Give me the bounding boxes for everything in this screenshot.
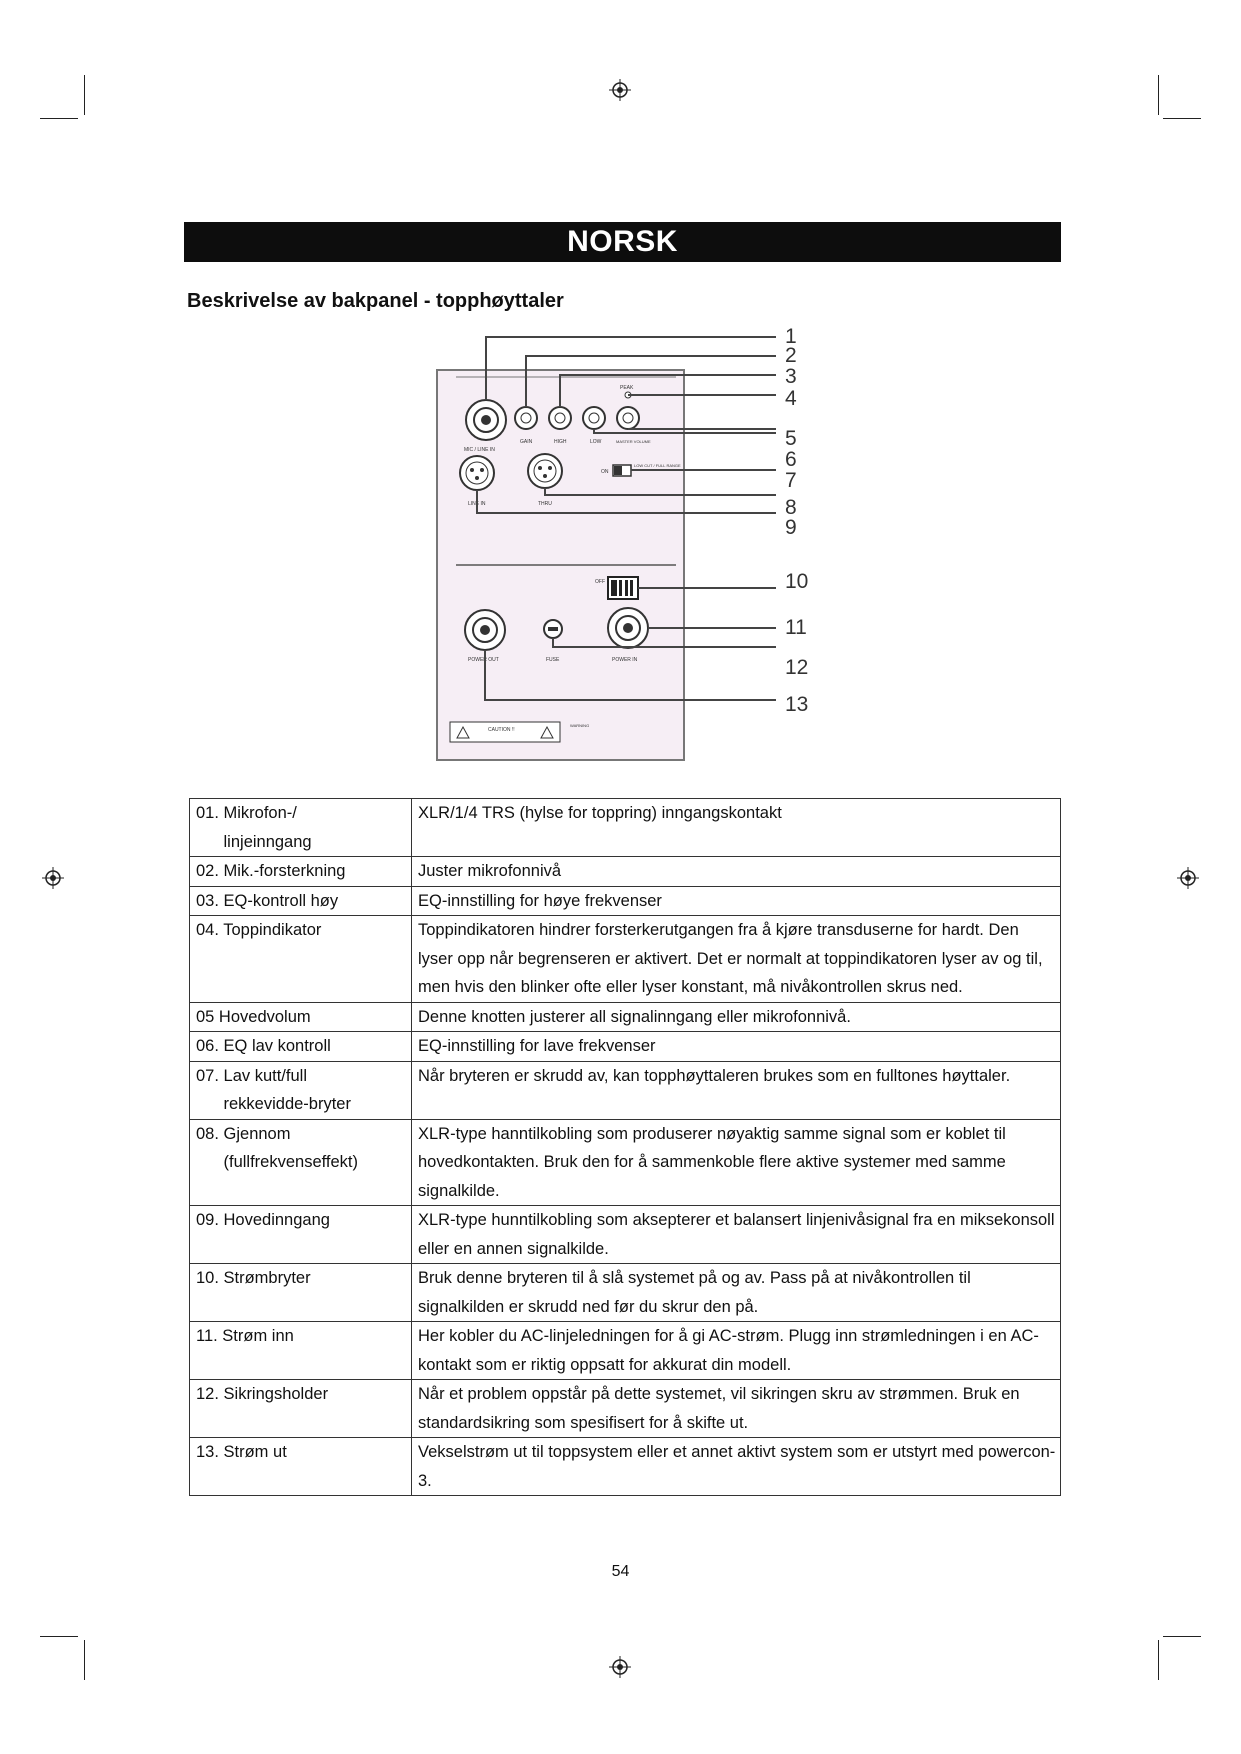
- registration-mark-icon: [609, 79, 631, 101]
- crop-mark: [40, 1636, 78, 1637]
- svg-text:THRU: THRU: [538, 501, 552, 507]
- row-label: 06. EQ lav kontroll: [190, 1032, 412, 1062]
- svg-text:POWER OUT: POWER OUT: [468, 657, 499, 663]
- row-description: Bruk denne bryteren til å slå systemet på og av. Pass på at nivåkontrollen til signalkilden er skrudd ned før du skrur den på.: [412, 1264, 1061, 1322]
- row-description: XLR-type hanntilkobling som produserer nøyaktig samme signal som er koblet til hovedkontakten. Bruk den for å sammenkoble flere aktive systemer med samme signalkilde.: [412, 1119, 1061, 1206]
- row-description: Denne knotten justerer all signalinngang eller mikrofonnivå.: [412, 1002, 1061, 1032]
- svg-text:HIGH: HIGH: [554, 439, 567, 445]
- crop-mark: [84, 1640, 85, 1680]
- row-description: XLR/1/4 TRS (hylse for toppring) inngangskontakt: [412, 799, 1061, 857]
- row-label: 07. Lav kutt/full rekkevidde-bryter: [190, 1061, 412, 1119]
- svg-text:OFF: OFF: [595, 579, 605, 585]
- crop-mark: [40, 118, 78, 119]
- table-row: [190, 857, 1061, 887]
- svg-text:MASTER VOLUME: MASTER VOLUME: [616, 439, 651, 444]
- crop-mark: [1158, 75, 1159, 115]
- svg-text:ON: ON: [601, 469, 609, 475]
- table-row: [190, 1322, 1061, 1380]
- warning-label: WARNING: [570, 723, 590, 728]
- table-row: [190, 1206, 1061, 1264]
- callout-number: 3: [785, 365, 797, 388]
- row-description: Juster mikrofonnivå: [412, 857, 1061, 887]
- row-label: 03. EQ-kontroll høy: [190, 886, 412, 916]
- thru-xlr-jack: [528, 454, 562, 488]
- table-row: [190, 1438, 1061, 1496]
- svg-text:LOW: LOW: [590, 439, 602, 445]
- high-eq-knob: [549, 407, 571, 429]
- callout-number: 10: [785, 570, 809, 593]
- table-row: [190, 799, 1061, 857]
- callout-number: 1: [785, 325, 797, 348]
- crop-mark: [1163, 118, 1201, 119]
- section-title: Beskrivelse av bakpanel - topphøyttaler: [187, 290, 564, 312]
- caution-label: CAUTION !!: [488, 727, 515, 733]
- callout-number: 12: [785, 656, 809, 679]
- master-volume-knob: [617, 407, 639, 429]
- svg-text:POWER IN: POWER IN: [612, 657, 638, 663]
- gain-knob: [515, 407, 537, 429]
- callout-number: 7: [785, 469, 797, 492]
- registration-mark-icon: [1177, 867, 1199, 889]
- row-description: Når et problem oppstår på dette systemet, vil sikringen skru av strømmen. Bruk en standardsikring som spesifisert for å skifte ut.: [412, 1380, 1061, 1438]
- page-number: 54: [611, 1563, 630, 1580]
- table-row: [190, 886, 1061, 916]
- low-eq-knob: [583, 407, 605, 429]
- table-row: [190, 1264, 1061, 1322]
- fuse-holder: [544, 620, 562, 638]
- row-description: EQ-innstilling for lave frekvenser: [412, 1032, 1061, 1062]
- callout-number: 9: [785, 516, 797, 539]
- table-row: [190, 1032, 1061, 1062]
- registration-mark-icon: [609, 1656, 631, 1678]
- svg-text:LINE IN: LINE IN: [468, 501, 486, 507]
- table-row: [190, 1061, 1061, 1119]
- callout-number: 2: [785, 344, 797, 367]
- description-table: [189, 798, 1061, 1496]
- svg-text:LOW CUT / FULL RANGE: LOW CUT / FULL RANGE: [634, 463, 681, 468]
- row-label: 12. Sikringsholder: [190, 1380, 412, 1438]
- svg-text:FUSE: FUSE: [546, 657, 560, 663]
- row-label: 09. Hovedinngang: [190, 1206, 412, 1264]
- mic-line-in-label: MIC / LINE IN: [464, 447, 495, 453]
- row-label: 11. Strøm inn: [190, 1322, 412, 1380]
- row-description: XLR-type hunntilkobling som aksepterer et balansert linjenivåsignal fra en miksekonsoll eller en annen signalkilde.: [412, 1206, 1061, 1264]
- callout-number: 8: [785, 496, 797, 519]
- table-row: [190, 1380, 1061, 1438]
- row-label: 13. Strøm ut: [190, 1438, 412, 1496]
- rear-panel-diagram: [430, 315, 820, 770]
- row-label: 02. Mik.-forsterkning: [190, 857, 412, 887]
- callout-number: 13: [785, 693, 809, 716]
- registration-mark-icon: [42, 867, 64, 889]
- row-description: Vekselstrøm ut til toppsystem eller et annet aktivt system som er utstyrt med powercon-3.: [412, 1438, 1061, 1496]
- line-in-xlr-jack: [460, 456, 494, 490]
- table-row: [190, 1119, 1061, 1206]
- callout-number: 6: [785, 448, 797, 471]
- row-description: Her kobler du AC-linjeledningen for å gi AC-strøm. Plugg inn strømledningen i en AC-kontakt som er riktig oppsatt for akkurat din modell.: [412, 1322, 1061, 1380]
- power-in-connector: [608, 608, 648, 648]
- row-description: EQ-innstilling for høye frekvenser: [412, 886, 1061, 916]
- language-header: NORSK: [184, 222, 1061, 262]
- row-label: 01. Mikrofon-/ linjeinngang: [190, 799, 412, 857]
- svg-text:GAIN: GAIN: [520, 439, 533, 445]
- row-label: 04. Toppindikator: [190, 916, 412, 1003]
- crop-mark: [1158, 1640, 1159, 1680]
- callout-number: 5: [785, 427, 797, 450]
- table-row: [190, 1002, 1061, 1032]
- row-description: Toppindikatoren hindrer forsterkerutgangen fra å kjøre transduserne for hardt. Den lyser opp når begrenseren er aktivert. Det er normalt at toppindikatoren lyser av og til, men hvis den blinker ofte eller lyser konstant, må nivåkontrollen skrus ned.: [412, 916, 1061, 1003]
- callout-number: 4: [785, 387, 797, 410]
- power-out-connector: [465, 610, 505, 650]
- row-label: 05 Hovedvolum: [190, 1002, 412, 1032]
- table-row: [190, 916, 1061, 1003]
- row-label: 08. Gjennom (fullfrekvenseffekt): [190, 1119, 412, 1206]
- row-description: Når bryteren er skrudd av, kan topphøyttaleren brukes som en fulltones høyttaler.: [412, 1061, 1061, 1119]
- callout-number: 11: [785, 616, 807, 639]
- crop-mark: [1163, 1636, 1201, 1637]
- crop-mark: [84, 75, 85, 115]
- svg-text:PEAK: PEAK: [620, 385, 634, 391]
- row-label: 10. Strømbryter: [190, 1264, 412, 1322]
